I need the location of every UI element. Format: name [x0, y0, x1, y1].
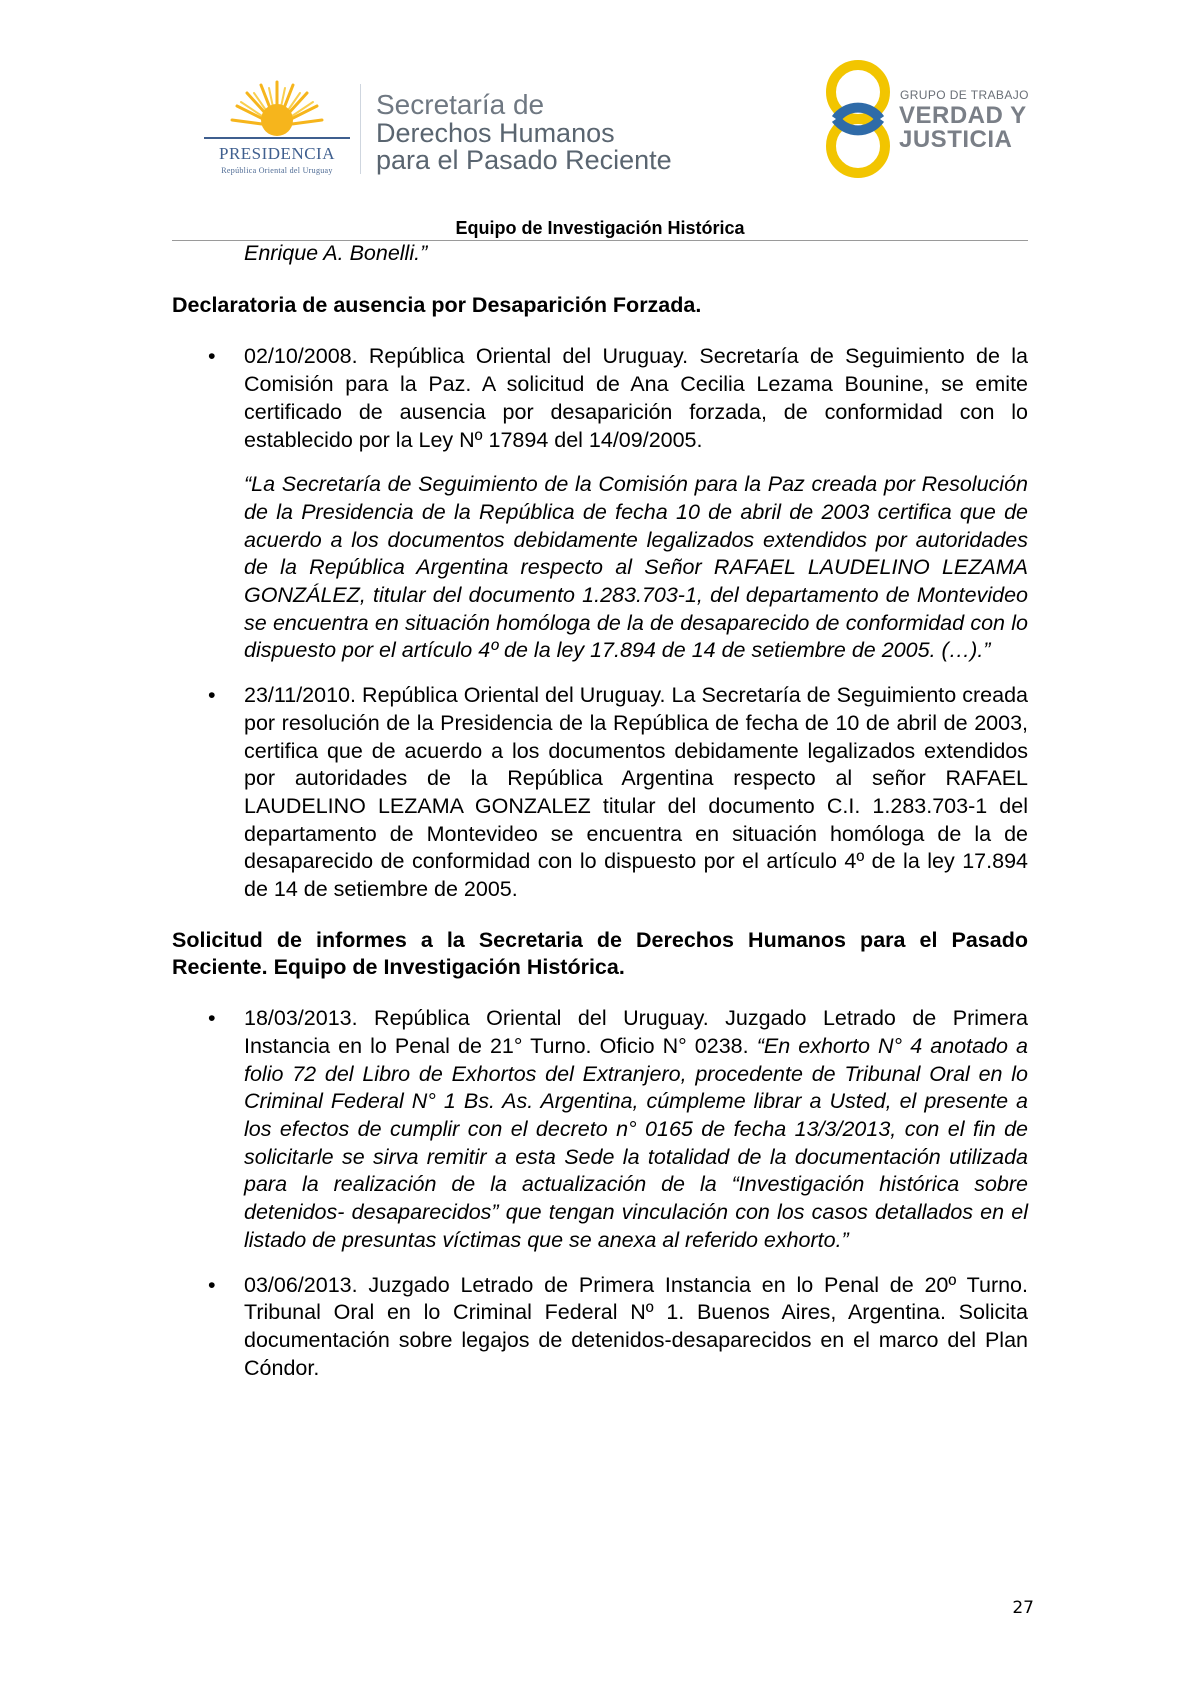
- certificate-quote: “La Secretaría de Seguimiento de la Comisión para la Paz creada por Resolución de la Presidencia de la República de fecha 10 de abril de 2003 certifica que de acuerdo a los documentos debidamente legalizados extendidos por autoridades de la República Argentina respecto al Señor RAFAEL LAUDELINO LEZAMA GONZÁLEZ, titular del documento 1.283.703-1, del departamento de Montevideo se encuentra en situación homóloga de la de desaparecido de conformidad con lo dispuesto por el artículo 4º de la ley 17.894 de 14 de setiembre de 2005. (…).”: [244, 472, 1028, 663]
- list-item: [172, 1272, 1028, 1383]
- item-italic-quote: “En exhorto N° 4 anotado a folio 72 del Libro de Exhortos del Extranjero, procedente de Tribunal Oral en lo Criminal Federal N° 1 Bs. As. Argentina, cúmpleme librar a Usted, el presente a los efectos de cumplir con el decreto n° 0165 de fecha 13/3/2013, con el fin de solicitarle se sirva remitir a esta Sede la totalidad de la documentación utilizada para la realización de la actualización de la “Investigación histórica sobre detenidos- desaparecidos” que tengan vinculación con los casos detallados en el listado de presuntas víctimas que se anexa al referido exhorto.”: [244, 1033, 1028, 1252]
- bullet-icon: •: [208, 344, 216, 369]
- secretaria-logo-text: [376, 90, 716, 174]
- verdad-justicia-logo: [822, 58, 1032, 180]
- item-text: 23/11/2010. República Oriental del Uruguay. La Secretaría de Seguimiento creada por resolución de la Presidencia de la República de fecha de 10 de abril de 2003, certifica que de acuerdo a los documentos debidamente legalizados extendidos por autoridades de la República Argentina respecto al señor RAFAEL LAUDELINO LEZAMA GONZALEZ titular del documento C.I. 1.283.703-1 del departamento de Montevideo se encuentra en situación homóloga de la de desaparecido de conformidad con lo dispuesto por el artículo 4º de la ley 17.894 de 14 de setiembre de 2005.: [244, 683, 1028, 902]
- list-item: [172, 1005, 1028, 1254]
- quote-ending: Enrique A. Bonelli.”: [244, 241, 428, 265]
- sun-emblem-icon: [196, 80, 358, 146]
- secretaria-line-1: Secretaría de: [376, 89, 545, 120]
- bullet-icon: •: [208, 1006, 216, 1031]
- bullet-icon: •: [208, 683, 216, 708]
- secretaria-line-3: para el Pasado Reciente: [376, 145, 672, 175]
- list-item: [172, 343, 1028, 454]
- presidencia-logo: [196, 80, 358, 180]
- grupo-trabajo-label: GRUPO DE TRABAJO: [900, 88, 1029, 102]
- item-text: 03/06/2013. Juzgado Letrado de Primera Instancia en lo Penal de 20º Turno. Tribunal Oral en lo Criminal Federal Nº 1. Buenos Aires, Argentina. Solicita documentación sobre legajos de detenidos-desaparecidos en el marco del Plan Cóndor.: [244, 1272, 1028, 1380]
- item-text: 02/10/2008. República Oriental del Uruguay. Secretaría de Seguimiento de la Comisión para la Paz. A solicitud de Ana Cecilia Lezama Bounine, se emite certificado de ausencia por desaparición forzada, de conformidad con lo establecido por la Ley Nº 17894 del 14/09/2005.: [244, 344, 1028, 452]
- secretaria-line-2: Derechos Humanos: [376, 118, 615, 148]
- list-item: [172, 682, 1028, 904]
- running-header: Equipo de Investigación Histórica: [455, 218, 745, 238]
- section-heading-declaratoria: Declaratoria de ausencia por Desaparición Forzada.: [172, 292, 702, 317]
- presidencia-subtitle: República Oriental del Uruguay: [221, 166, 333, 175]
- verdad-label: VERDAD Y: [899, 102, 1027, 129]
- item-text: 18/03/2013. República Oriental del Uruguay. Juzgado Letrado de Primera Instancia en lo Penal de 21° Turno. Oficio N° 0238.: [244, 1006, 1028, 1058]
- linked-rings-icon: [822, 58, 894, 180]
- justicia-label: JUSTICIA: [899, 126, 1013, 153]
- page-number: 27: [1012, 1598, 1034, 1618]
- section-heading-solicitud: Solicitud de informes a la Secretaria de Derechos Humanos para el Pasado Reciente. Equipo de Investigación Histórica.: [172, 927, 1028, 980]
- presidencia-wordmark: PRESIDENCIA: [218, 144, 335, 163]
- bullet-icon: •: [208, 1272, 216, 1297]
- document-body: [172, 240, 1028, 1382]
- header-divider: [360, 84, 361, 174]
